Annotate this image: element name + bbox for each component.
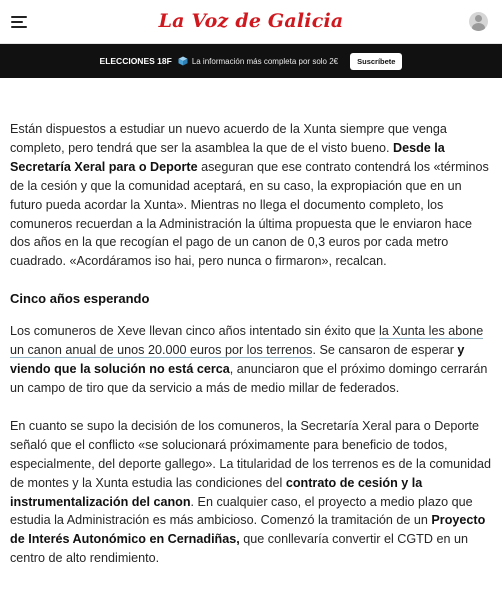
elections-promo-banner — [0, 44, 502, 78]
article-paragraph — [10, 322, 492, 398]
paragraph-bold-text: Proyecto de Interés Autonómico en Cernadiñas, — [10, 513, 486, 547]
promo-headline: ELECCIONES 18F — [99, 56, 172, 66]
subscribe-button[interactable]: Suscríbete — [350, 53, 402, 70]
article-paragraph — [10, 120, 492, 271]
paragraph-text: Los comuneros de Xeve llevan cinco años intentado sin éxito que — [10, 324, 379, 339]
article-body — [10, 120, 492, 587]
user-avatar-icon[interactable] — [469, 12, 488, 31]
paragraph-bold-text: Desde la Secretaría Xeral para o Deporte — [10, 140, 445, 174]
section-subheading: Cinco años esperando — [10, 291, 150, 307]
promo-text: La información más completa por solo 2€ — [191, 56, 339, 66]
site-logo[interactable]: La Voz de Galicia — [158, 10, 344, 32]
paragraph-text: , anunciaron que el próximo domingo cerrarán un campo de tiro que da servicio a más de medio millar de federados. — [10, 362, 488, 395]
paragraph-text: Están dispuestos a estudiar un nuevo acuerdo de la Xunta siempre que venga completo, pero tendrá que ser la asamblea la que de el visto bueno. — [10, 122, 447, 155]
article-paragraph — [10, 417, 492, 568]
cube-icon — [178, 56, 188, 66]
paragraph-text: aseguran que ese contrato contendrá los «términos de la cesión y que la comunidad aceptará, en su caso, la expropiación que en un futuro pueda acordar la Xunta». Mientras no llega el documento completo, los comuneros recuerdan a la Administración la última propuesta que le enviaron hace dos años en la que recogían el pago de un canon de 0,3 euros por cada metro cuadrado. «Acordáramos iso hai, pero nunca o firmaron», recalcan. — [10, 159, 489, 269]
top-navigation-bar — [0, 0, 502, 44]
paragraph-text: En cuanto se supo la decisión de los comuneros, la Secretaría Xeral para o Deporte señaló que el conflicto «se solucionará próximamente para beneficio de todos, especialmente, del deporte gallego». La titularidad de los terrenos es de la comunidad de montes y la Xunta estudia las condiciones del — [10, 418, 491, 490]
inline-article-link[interactable]: la Xunta les abone un canon anual de unos 20.000 euros por los terrenos — [10, 324, 484, 358]
paragraph-text: . Se cansaron de esperar — [312, 343, 458, 358]
paragraph-bold-text: y viendo que la solución no está cerca — [10, 343, 465, 377]
paragraph-bold-text: contrato de cesión y la instrumentalización del canon — [10, 475, 423, 509]
paragraph-text: . En cualquier caso, el proyecto a medio plazo que estudia la Administración es más ambicioso. Comenzó la tramitación de un — [10, 494, 473, 528]
paragraph-text: que conllevaría convertir el CGTD en un centro de alto rendimiento. — [10, 532, 468, 566]
